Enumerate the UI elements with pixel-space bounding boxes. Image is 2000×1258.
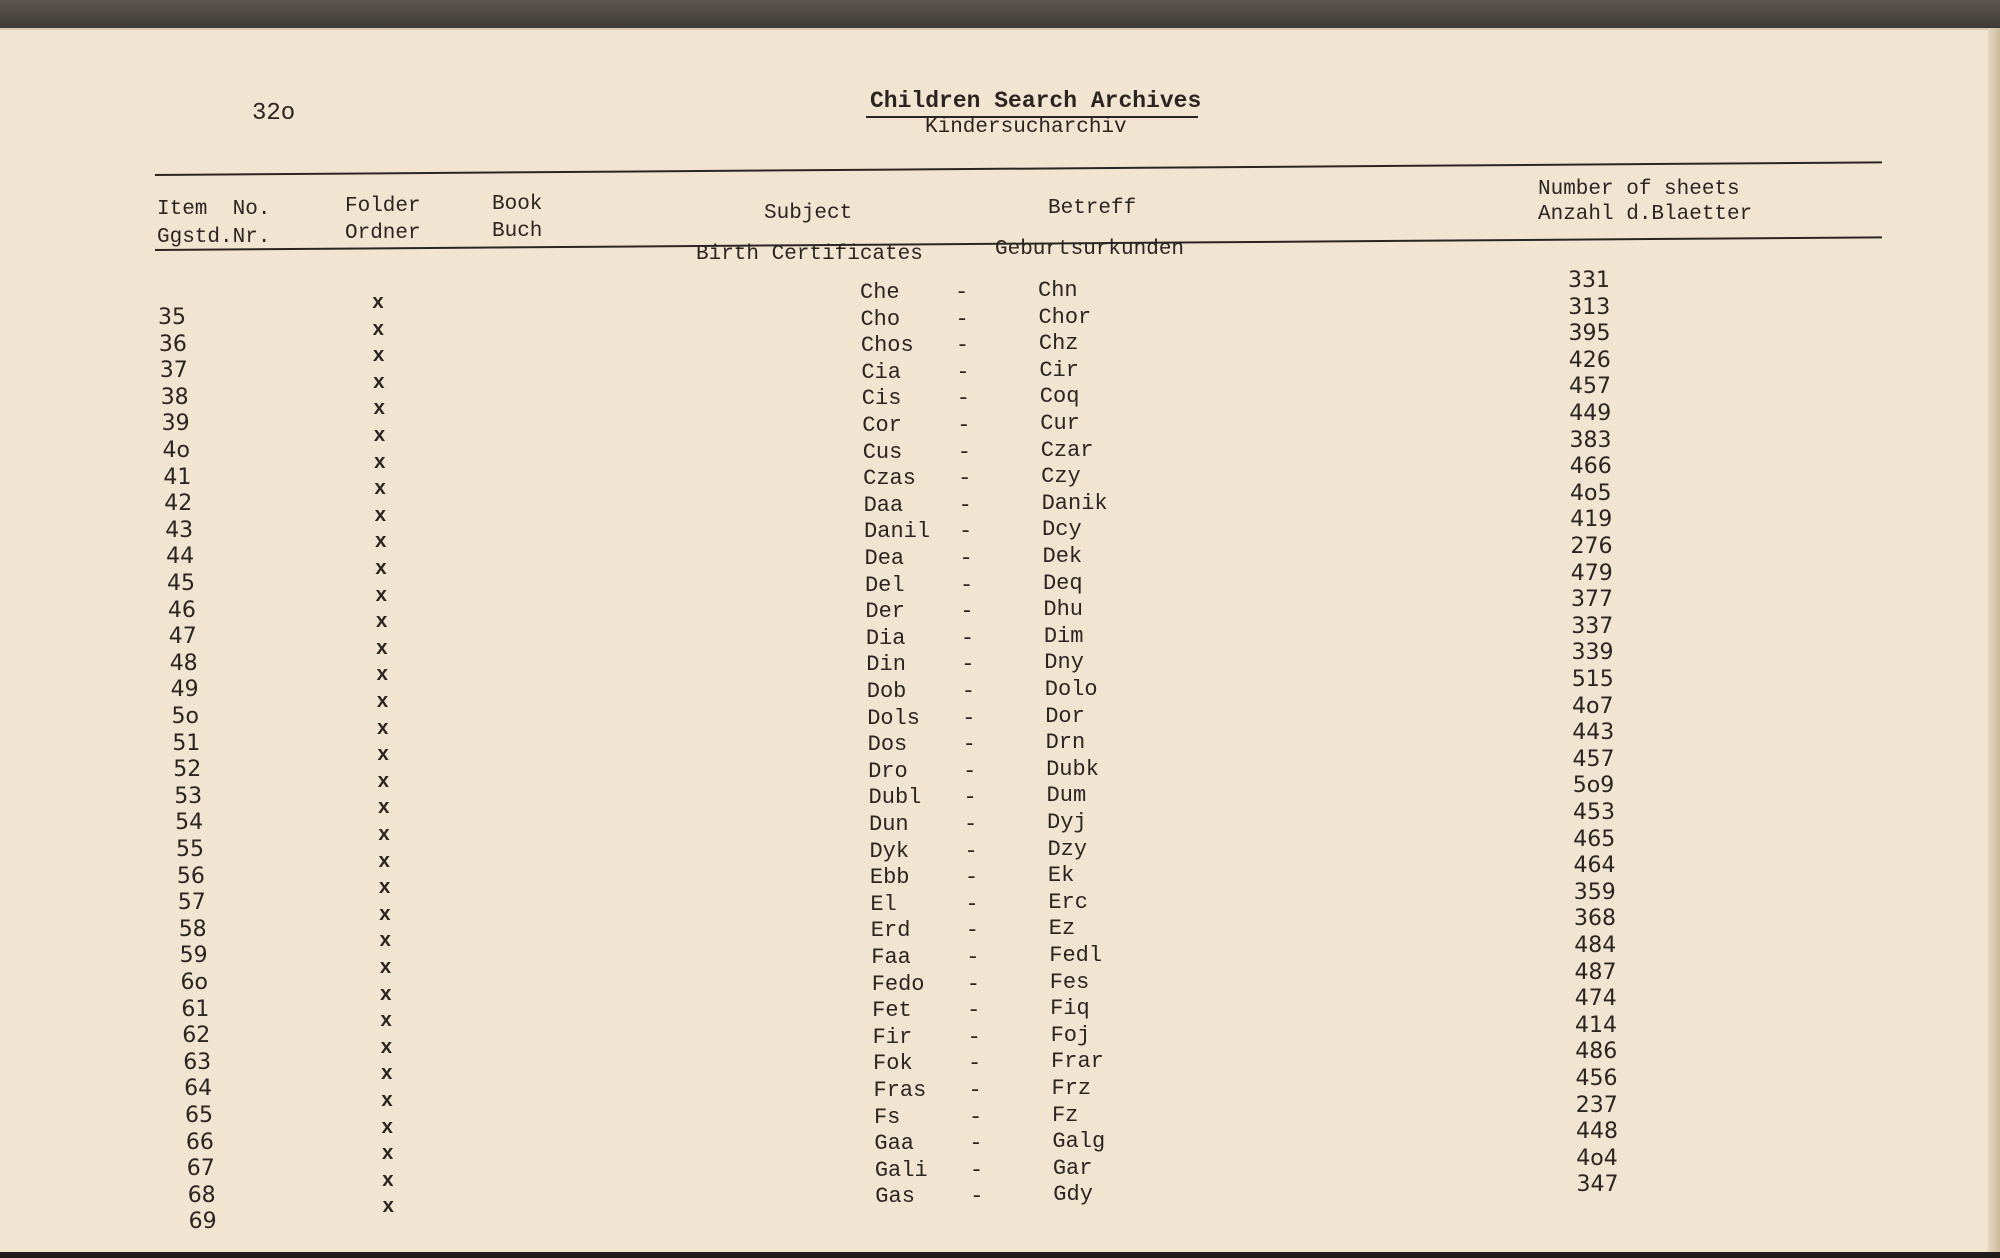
sheet-count: 449 — [1569, 401, 1612, 426]
range-from: Ebb — [869, 865, 910, 891]
folder-mark: x — [373, 451, 386, 475]
item-number: 65 — [185, 1103, 213, 1128]
sheet-count: 276 — [1570, 534, 1613, 559]
range-to: Dim — [1043, 623, 1084, 649]
range-to: Czar — [1040, 437, 1094, 463]
folder-mark: x — [381, 1169, 394, 1193]
range-dash: - — [963, 758, 977, 784]
range-to: Coq — [1039, 384, 1080, 410]
item-number: 35 — [158, 305, 186, 330]
item-number: 6o — [180, 970, 208, 995]
range-to: Dum — [1046, 783, 1087, 809]
document-page — [0, 28, 2000, 1254]
item-number: 59 — [179, 943, 208, 969]
range-to: Dcy — [1042, 517, 1082, 543]
range-to: Cir — [1039, 357, 1079, 383]
range-dash: - — [956, 359, 970, 385]
range-from: Fras — [873, 1078, 927, 1103]
range-from: Dos — [867, 732, 908, 758]
header-subject: Subject — [764, 202, 853, 225]
section-title-de: Geburtsurkunden — [995, 238, 1185, 261]
folder-mark: x — [375, 584, 388, 608]
range-from: Dun — [869, 812, 909, 837]
range-to: Erc — [1048, 889, 1088, 915]
range-to: Chor — [1038, 304, 1092, 330]
range-from: Dubl — [868, 785, 922, 811]
range-from: Del — [864, 572, 905, 598]
sheet-count: 474 — [1574, 986, 1617, 1012]
range-from: Gaa — [874, 1131, 914, 1157]
range-to: Chz — [1038, 331, 1079, 357]
range-from: Cus — [862, 439, 903, 465]
folder-mark: x — [381, 1090, 394, 1113]
folder-mark: x — [379, 983, 392, 1007]
range-dash: - — [959, 572, 974, 598]
range-from: Dea — [864, 546, 905, 571]
range-to: Dubk — [1046, 756, 1099, 782]
range-dash: - — [966, 971, 980, 997]
sheet-count: 4o7 — [1572, 693, 1614, 719]
range-dash: - — [955, 306, 969, 332]
folder-mark: x — [374, 504, 387, 528]
header-folder: Folder — [345, 195, 421, 218]
range-to: Ez — [1048, 916, 1076, 942]
folder-mark: x — [381, 1143, 394, 1167]
range-to: Fes — [1049, 969, 1090, 995]
sheet-count: 377 — [1571, 587, 1613, 613]
sheet-count: 337 — [1571, 613, 1614, 639]
item-number: 5o — [171, 704, 199, 729]
range-from: Dro — [868, 758, 908, 784]
folder-mark: x — [375, 637, 388, 661]
range-dash: - — [962, 705, 976, 731]
folder-mark: x — [380, 1063, 393, 1087]
sheet-count: 331 — [1568, 268, 1610, 293]
folder-mark: x — [372, 318, 385, 342]
folder-mark: x — [374, 478, 387, 502]
range-dash: - — [959, 546, 973, 571]
header-number-of-sheets: Number of sheets — [1538, 178, 1740, 201]
header-book: Book — [492, 193, 543, 216]
scan-bottom-edge — [0, 1252, 2000, 1258]
sheet-count: 419 — [1570, 507, 1613, 533]
range-from: Che — [860, 280, 900, 305]
item-number: 46 — [167, 597, 196, 623]
header-betreff: Betreff — [1048, 197, 1137, 220]
item-number: 45 — [167, 571, 195, 596]
item-number: 57 — [177, 890, 206, 916]
range-dash: - — [963, 785, 977, 811]
folder-mark: x — [377, 770, 390, 794]
range-to: Czy — [1041, 464, 1081, 490]
range-dash: - — [964, 838, 978, 864]
header-item-no: Item No. — [157, 198, 271, 221]
range-from: Der — [865, 599, 905, 625]
sheet-count: 359 — [1573, 879, 1616, 905]
range-to: Frz — [1051, 1076, 1092, 1101]
range-from: Cis — [861, 386, 902, 412]
range-dash: - — [968, 1051, 982, 1077]
range-dash: - — [957, 413, 971, 438]
sheet-count: 4o5 — [1570, 480, 1612, 506]
folder-mark: x — [381, 1116, 394, 1140]
range-to: Cur — [1040, 411, 1080, 436]
range-from: Dols — [867, 705, 920, 731]
item-number: 68 — [187, 1182, 216, 1208]
sheet-count: 466 — [1569, 454, 1612, 480]
item-number: 52 — [173, 757, 202, 783]
range-from: Gali — [874, 1157, 928, 1183]
item-number: 63 — [183, 1049, 212, 1075]
range-to: Fz — [1051, 1102, 1079, 1128]
range-from: Daa — [863, 492, 904, 518]
item-number: 61 — [181, 996, 210, 1022]
item-number: 36 — [158, 331, 187, 357]
folder-mark: x — [375, 558, 388, 581]
item-number: 42 — [164, 491, 193, 517]
item-number: 64 — [184, 1076, 213, 1102]
header-buch: Buch — [492, 220, 543, 243]
range-dash: - — [962, 732, 976, 758]
item-number: 47 — [168, 624, 197, 650]
sheet-count: 443 — [1572, 720, 1615, 746]
folder-mark: x — [377, 744, 390, 768]
range-dash: - — [958, 466, 972, 492]
item-number: 66 — [185, 1129, 214, 1155]
range-from: Chos — [860, 333, 914, 359]
range-dash: - — [964, 865, 979, 891]
folder-mark: x — [382, 1196, 395, 1220]
range-dash: - — [969, 1131, 983, 1157]
range-from: Cho — [860, 306, 901, 332]
item-number: 55 — [176, 837, 204, 862]
folder-mark: x — [377, 797, 390, 821]
range-to: Fiq — [1050, 996, 1090, 1022]
range-dash: - — [955, 280, 969, 305]
item-number: 54 — [175, 810, 204, 836]
folder-mark: x — [373, 425, 386, 448]
range-from: Dob — [866, 679, 907, 704]
sheet-count: 487 — [1574, 959, 1617, 985]
range-dash: - — [967, 998, 981, 1024]
scan-top-edge — [0, 0, 2000, 28]
range-from: Fet — [872, 998, 912, 1024]
range-from: Dia — [865, 625, 906, 651]
range-dash: - — [961, 652, 975, 678]
item-number: 51 — [172, 730, 201, 756]
range-dash: - — [967, 1024, 981, 1050]
sheet-count: 479 — [1570, 560, 1613, 586]
range-to: Dolo — [1044, 677, 1098, 702]
range-to: Frar — [1051, 1049, 1104, 1075]
item-number: 39 — [161, 411, 190, 437]
folder-mark: x — [376, 691, 389, 714]
range-to: Gar — [1052, 1155, 1093, 1181]
header-ordner: Ordner — [345, 222, 421, 245]
item-number: 58 — [178, 916, 207, 942]
item-number: 53 — [174, 783, 203, 809]
item-number: 44 — [166, 544, 195, 570]
item-number: 43 — [165, 517, 194, 543]
item-number: 67 — [186, 1156, 215, 1182]
sheet-count: 484 — [1574, 933, 1617, 958]
folder-mark: x — [380, 1010, 393, 1034]
sheet-count: 464 — [1573, 853, 1616, 879]
sheet-count: 414 — [1575, 1012, 1617, 1038]
sheet-count: 448 — [1576, 1119, 1618, 1145]
item-number: 69 — [188, 1209, 217, 1235]
range-from: Cia — [861, 359, 901, 385]
sheet-count: 486 — [1575, 1039, 1618, 1065]
range-dash: - — [960, 599, 974, 625]
range-dash: - — [968, 1104, 983, 1130]
sheet-count: 4o4 — [1576, 1145, 1618, 1171]
range-dash: - — [968, 1078, 982, 1103]
folder-mark: x — [374, 531, 387, 555]
range-dash: - — [965, 891, 979, 917]
range-dash: - — [959, 519, 973, 545]
range-dash: - — [961, 679, 975, 704]
range-to: Dzy — [1047, 836, 1088, 862]
sheet-count: 368 — [1574, 906, 1616, 932]
range-dash: - — [965, 918, 979, 944]
range-from: Fir — [872, 1024, 913, 1050]
range-from: Faa — [871, 945, 911, 970]
item-number: 49 — [170, 677, 199, 703]
range-from: Danil — [864, 519, 931, 545]
sheet-count: 457 — [1569, 374, 1611, 400]
folder-mark: x — [372, 345, 385, 369]
folder-mark: x — [372, 292, 385, 315]
range-from: Erd — [870, 918, 911, 944]
range-to: Gdy — [1053, 1182, 1093, 1208]
range-to: Deq — [1042, 570, 1083, 596]
item-number: 48 — [169, 650, 198, 676]
range-dash: - — [957, 439, 971, 465]
header-anzahl-blaetter: Anzahl d.Blaetter — [1538, 203, 1753, 226]
folder-mark: x — [380, 1036, 393, 1060]
page-number: 32o — [252, 100, 296, 127]
sheet-count: 313 — [1568, 294, 1611, 320]
range-dash: - — [956, 386, 970, 412]
sheet-count: 5o9 — [1572, 773, 1615, 799]
sheet-count: 237 — [1575, 1092, 1618, 1118]
sheet-count: 457 — [1572, 746, 1615, 772]
folder-mark: x — [378, 877, 391, 901]
folder-mark: x — [375, 611, 388, 635]
item-number: 41 — [163, 464, 192, 490]
range-from: Gas — [875, 1184, 915, 1210]
range-from: El — [870, 891, 897, 917]
range-to: Dny — [1044, 650, 1084, 676]
sheet-count: 453 — [1573, 800, 1615, 825]
range-from: Fok — [873, 1051, 913, 1077]
folder-mark: x — [379, 930, 392, 954]
range-to: Danik — [1041, 490, 1108, 516]
folder-mark: x — [378, 903, 391, 927]
range-to: Dhu — [1043, 597, 1083, 623]
range-from: Din — [866, 652, 906, 678]
range-to: Galg — [1052, 1129, 1106, 1155]
range-to: Chn — [1038, 278, 1078, 303]
folder-mark: x — [373, 398, 386, 422]
sheet-count: 339 — [1571, 640, 1614, 666]
range-dash: - — [970, 1184, 984, 1210]
range-from: Dyk — [869, 838, 910, 864]
section-title-en: Birth Certificates — [696, 243, 923, 266]
range-to: Ek — [1047, 863, 1075, 889]
folder-mark: x — [378, 850, 391, 874]
range-dash: - — [958, 492, 972, 518]
sheet-count: 465 — [1573, 826, 1616, 852]
sheet-count: 515 — [1571, 667, 1614, 692]
range-dash: - — [955, 333, 970, 359]
item-number: 38 — [160, 384, 189, 410]
sheet-count: 383 — [1569, 427, 1612, 453]
page-title: Children Search Archives — [870, 88, 1202, 114]
range-dash: - — [960, 625, 975, 651]
page-edge-shadow — [1988, 28, 2000, 1252]
sheet-count: 347 — [1576, 1172, 1619, 1198]
range-to: Dek — [1042, 544, 1083, 569]
item-number: 4o — [162, 438, 190, 463]
item-number: 56 — [176, 863, 205, 889]
range-dash: - — [966, 945, 980, 970]
item-number: 62 — [182, 1023, 211, 1049]
range-dash: - — [969, 1157, 984, 1183]
folder-mark: x — [376, 664, 389, 688]
range-to: Foj — [1050, 1022, 1091, 1048]
item-number: 37 — [159, 358, 188, 384]
header-ggstd-nr: Ggstd.Nr. — [157, 226, 271, 249]
range-to: Drn — [1045, 730, 1086, 756]
range-from: Fedo — [871, 971, 925, 997]
range-from: Czas — [863, 466, 916, 492]
sheet-count: 456 — [1575, 1066, 1618, 1091]
folder-mark: x — [379, 957, 392, 980]
range-to: Fedl — [1049, 943, 1103, 968]
folder-mark: x — [372, 371, 385, 395]
folder-mark: x — [376, 717, 389, 741]
range-dash: - — [964, 812, 978, 837]
sheet-count: 426 — [1568, 347, 1611, 373]
header-rule-top — [155, 161, 1882, 176]
range-from: Fs — [873, 1104, 901, 1130]
range-from: Cor — [862, 413, 902, 438]
range-to: Dyj — [1047, 810, 1087, 835]
page-subtitle: Kindersucharchiv — [925, 116, 1127, 139]
range-to: Dor — [1045, 703, 1085, 729]
folder-mark: x — [378, 824, 391, 847]
sheet-count: 395 — [1568, 321, 1611, 347]
